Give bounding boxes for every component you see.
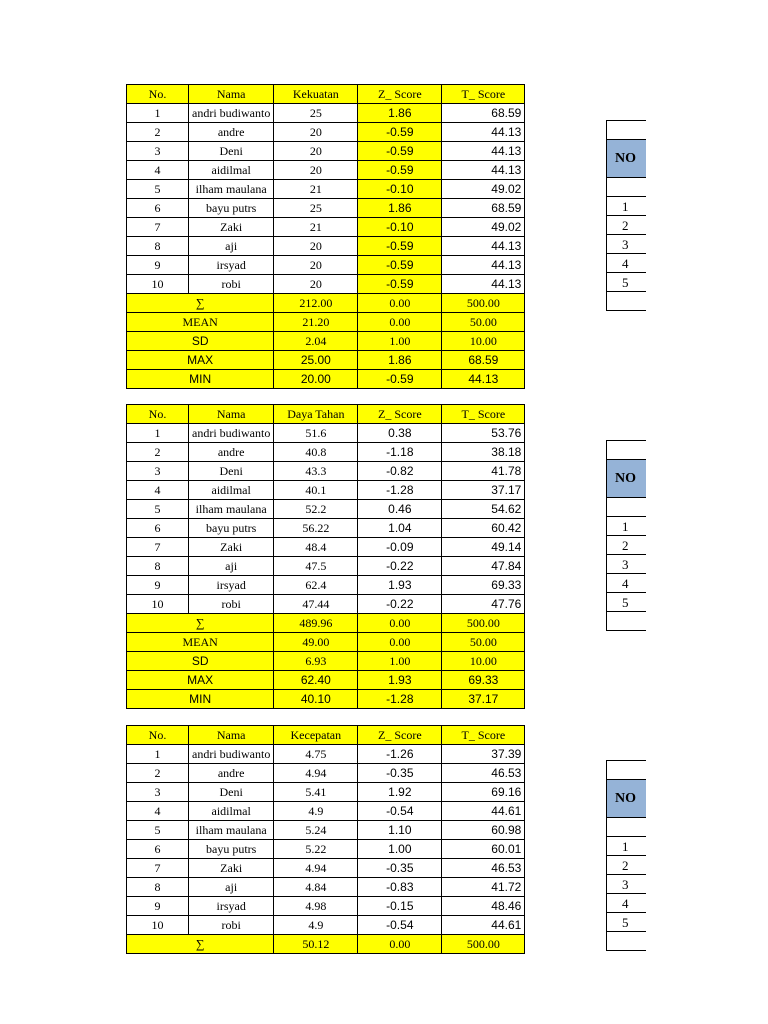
cell[interactable]: 52.2	[274, 500, 358, 519]
cell[interactable]: -0.59	[358, 275, 442, 294]
cell[interactable]: ilham maulana	[189, 500, 274, 519]
summary-row-sum	[127, 935, 525, 954]
cell[interactable]: -0.10	[358, 218, 442, 237]
cell[interactable]: bayu putrs	[189, 840, 274, 859]
cell[interactable]: 20	[274, 123, 358, 142]
cell[interactable]: 0.46	[358, 500, 442, 519]
cell[interactable]: 5.41	[274, 783, 358, 802]
cell[interactable]: 44.13	[442, 370, 525, 389]
cell[interactable]: 60.98	[442, 821, 525, 840]
cell[interactable]: 5.24	[274, 821, 358, 840]
cell[interactable]: Deni	[189, 142, 274, 161]
cell[interactable]: 50.12	[274, 935, 358, 954]
side-item[interactable]: 2	[607, 216, 647, 235]
cell[interactable]: 44.13	[442, 142, 525, 161]
summary-label[interactable]: MIN	[127, 690, 274, 709]
cell[interactable]: 10	[127, 916, 189, 935]
cell[interactable]: 2	[127, 764, 189, 783]
cell[interactable]: 37.17	[442, 690, 525, 709]
cell[interactable]: robi	[189, 916, 274, 935]
cell[interactable]: 21.20	[274, 313, 358, 332]
cell[interactable]: 2.04	[274, 332, 358, 351]
cell[interactable]: 48.46	[442, 897, 525, 916]
cell[interactable]: 60.01	[442, 840, 525, 859]
side-empty-cell[interactable]	[607, 612, 647, 631]
header-row	[127, 405, 525, 424]
col-header-z-score[interactable]: Z_ Score	[358, 405, 442, 424]
cell[interactable]: 20.00	[274, 370, 358, 389]
cell[interactable]: 3	[127, 462, 189, 481]
cell[interactable]: 51.6	[274, 424, 358, 443]
cell[interactable]: 49.00	[274, 633, 358, 652]
cell[interactable]: 62.40	[274, 671, 358, 690]
cell[interactable]: ilham maulana	[189, 180, 274, 199]
summary-label[interactable]: ∑	[127, 614, 274, 633]
cell[interactable]: andri budiwanto	[189, 424, 274, 443]
cell[interactable]: 62.4	[274, 576, 358, 595]
cell[interactable]: 46.53	[442, 859, 525, 878]
cell[interactable]: 37.39	[442, 745, 525, 764]
cell[interactable]: 40.1	[274, 481, 358, 500]
side-item[interactable]: 1	[607, 197, 647, 216]
table-row	[127, 180, 525, 199]
cell[interactable]: Zaki	[189, 218, 274, 237]
cell[interactable]: 50.00	[442, 633, 525, 652]
cell[interactable]: Deni	[189, 783, 274, 802]
cell[interactable]: 8	[127, 237, 189, 256]
cell[interactable]: 44.13	[442, 161, 525, 180]
table-row	[127, 256, 525, 275]
side-item[interactable]: 3	[607, 555, 647, 574]
table-row	[127, 161, 525, 180]
cell[interactable]: Zaki	[189, 859, 274, 878]
cell[interactable]: 4.9	[274, 916, 358, 935]
cell[interactable]: 0.00	[358, 633, 442, 652]
cell[interactable]: 44.61	[442, 802, 525, 821]
cell[interactable]: 20	[274, 237, 358, 256]
cell[interactable]: 5	[127, 180, 189, 199]
table-row	[127, 916, 525, 935]
cell[interactable]: 10.00	[442, 652, 525, 671]
summary-row-mean	[127, 633, 525, 652]
cell[interactable]: robi	[189, 275, 274, 294]
cell[interactable]: 10.00	[442, 332, 525, 351]
col-header-nama[interactable]: Nama	[189, 726, 274, 745]
cell[interactable]: andri budiwanto	[189, 104, 274, 123]
col-header-score[interactable]: Daya Tahan	[274, 405, 358, 424]
cell[interactable]: -0.59	[358, 370, 442, 389]
cell[interactable]: bayu putrs	[189, 519, 274, 538]
cell[interactable]: -0.35	[358, 859, 442, 878]
table-row	[127, 123, 525, 142]
cell[interactable]: aji	[189, 878, 274, 897]
cell[interactable]: -0.10	[358, 180, 442, 199]
side-panel-1	[606, 120, 646, 311]
cell[interactable]: irsyad	[189, 576, 274, 595]
cell[interactable]: 25	[274, 199, 358, 218]
cell[interactable]: 2	[127, 123, 189, 142]
cell[interactable]: 60.42	[442, 519, 525, 538]
cell[interactable]: andre	[189, 764, 274, 783]
summary-row-max	[127, 351, 525, 370]
cell[interactable]: -0.09	[358, 538, 442, 557]
cell[interactable]: 49.02	[442, 180, 525, 199]
cell[interactable]: aidilmal	[189, 481, 274, 500]
cell[interactable]: 7	[127, 218, 189, 237]
cell[interactable]: andre	[189, 123, 274, 142]
cell[interactable]: aidilmal	[189, 802, 274, 821]
cell[interactable]: 4	[127, 802, 189, 821]
cell[interactable]: -1.28	[358, 690, 442, 709]
cell[interactable]: 4	[127, 161, 189, 180]
side-item[interactable]: 2	[607, 856, 647, 875]
cell[interactable]: 54.62	[442, 500, 525, 519]
cell[interactable]: 5	[127, 821, 189, 840]
col-header-nama[interactable]: Nama	[189, 85, 274, 104]
cell[interactable]: ilham maulana	[189, 821, 274, 840]
cell[interactable]: 47.5	[274, 557, 358, 576]
cell[interactable]: -0.59	[358, 123, 442, 142]
side-empty-cell[interactable]	[607, 292, 647, 311]
side-empty-cell[interactable]	[607, 121, 647, 140]
side-header-no[interactable]: NO	[607, 460, 647, 498]
side-item[interactable]: 1	[607, 837, 647, 856]
col-header-score[interactable]: Kecepatan	[274, 726, 358, 745]
table-row	[127, 443, 525, 462]
cell[interactable]: 20	[274, 142, 358, 161]
cell[interactable]: aji	[189, 237, 274, 256]
col-header-no[interactable]: No.	[127, 85, 189, 104]
cell[interactable]: 53.76	[442, 424, 525, 443]
cell[interactable]: -1.28	[358, 481, 442, 500]
cell[interactable]: 44.13	[442, 237, 525, 256]
table-row	[127, 821, 525, 840]
summary-label[interactable]: ∑	[127, 935, 274, 954]
cell[interactable]: 1.04	[358, 519, 442, 538]
cell[interactable]: -0.54	[358, 802, 442, 821]
table-row	[127, 859, 525, 878]
summary-label[interactable]: SD	[127, 332, 274, 351]
summary-label[interactable]: ∑	[127, 294, 274, 313]
cell[interactable]: 8	[127, 878, 189, 897]
cell[interactable]: 1.93	[358, 576, 442, 595]
cell[interactable]: 5	[127, 500, 189, 519]
cell[interactable]: 1	[127, 424, 189, 443]
table-row	[127, 595, 525, 614]
cell[interactable]: 47.76	[442, 595, 525, 614]
col-header-no[interactable]: No.	[127, 405, 189, 424]
cell[interactable]: 0.00	[358, 294, 442, 313]
cell[interactable]: 43.3	[274, 462, 358, 481]
cell[interactable]: 9	[127, 897, 189, 916]
cell[interactable]: 20	[274, 275, 358, 294]
cell[interactable]: -1.26	[358, 745, 442, 764]
cell[interactable]: -0.15	[358, 897, 442, 916]
cell[interactable]: aji	[189, 557, 274, 576]
cell[interactable]: 9	[127, 256, 189, 275]
cell[interactable]: 1.86	[358, 199, 442, 218]
cell[interactable]: 10	[127, 275, 189, 294]
cell[interactable]: 4.9	[274, 802, 358, 821]
summary-row-max	[127, 671, 525, 690]
cell[interactable]: 1.93	[358, 671, 442, 690]
side-item[interactable]: 4	[607, 254, 647, 273]
cell[interactable]: Deni	[189, 462, 274, 481]
cell[interactable]: 21	[274, 180, 358, 199]
summary-label[interactable]: MAX	[127, 671, 274, 690]
cell[interactable]: irsyad	[189, 256, 274, 275]
cell[interactable]: 4	[127, 481, 189, 500]
side-empty-cell[interactable]	[607, 818, 647, 837]
cell[interactable]: -0.83	[358, 878, 442, 897]
cell[interactable]: 2	[127, 443, 189, 462]
cell[interactable]: irsyad	[189, 897, 274, 916]
daya-tahan-table	[126, 404, 525, 709]
cell[interactable]: 38.18	[442, 443, 525, 462]
cell[interactable]: 500.00	[442, 294, 525, 313]
cell[interactable]: 5.22	[274, 840, 358, 859]
cell[interactable]: 25	[274, 104, 358, 123]
table-row	[127, 840, 525, 859]
cell[interactable]: 489.96	[274, 614, 358, 633]
summary-row-sum	[127, 294, 525, 313]
cell[interactable]: 49.02	[442, 218, 525, 237]
cell[interactable]: 0.00	[358, 935, 442, 954]
cell[interactable]: 44.13	[442, 275, 525, 294]
cell[interactable]: -0.59	[358, 161, 442, 180]
header-row	[127, 85, 525, 104]
col-header-t-score[interactable]: T_ Score	[442, 405, 525, 424]
table-row	[127, 481, 525, 500]
cell[interactable]: 0.00	[358, 313, 442, 332]
table-row	[127, 237, 525, 256]
side-panel-3	[606, 760, 646, 951]
summary-label[interactable]: MAX	[127, 351, 274, 370]
cell[interactable]: -0.22	[358, 557, 442, 576]
col-header-t-score[interactable]: T_ Score	[442, 85, 525, 104]
kekuatan-table	[126, 84, 525, 389]
side-item[interactable]: 4	[607, 574, 647, 593]
cell[interactable]: 7	[127, 859, 189, 878]
side-item[interactable]: 5	[607, 913, 647, 932]
summary-row-mean	[127, 313, 525, 332]
cell[interactable]: andri budiwanto	[189, 745, 274, 764]
cell[interactable]: 68.59	[442, 351, 525, 370]
cell[interactable]: 1	[127, 745, 189, 764]
col-header-nama[interactable]: Nama	[189, 405, 274, 424]
side-item[interactable]: 3	[607, 875, 647, 894]
summary-label[interactable]: SD	[127, 652, 274, 671]
cell[interactable]: 47.84	[442, 557, 525, 576]
cell[interactable]: bayu putrs	[189, 199, 274, 218]
cell[interactable]: 20	[274, 161, 358, 180]
cell[interactable]: 41.72	[442, 878, 525, 897]
cell[interactable]: 1.92	[358, 783, 442, 802]
col-header-t-score[interactable]: T_ Score	[442, 726, 525, 745]
table-row	[127, 500, 525, 519]
cell[interactable]: 212.00	[274, 294, 358, 313]
cell[interactable]: 0.00	[358, 614, 442, 633]
table-row	[127, 199, 525, 218]
cell[interactable]: 69.33	[442, 576, 525, 595]
col-header-z-score[interactable]: Z_ Score	[358, 726, 442, 745]
side-panel-2	[606, 440, 646, 631]
table-row	[127, 897, 525, 916]
side-empty-cell[interactable]	[607, 932, 647, 951]
cell[interactable]: 1	[127, 104, 189, 123]
cell[interactable]: 25.00	[274, 351, 358, 370]
table-row	[127, 745, 525, 764]
table-row	[127, 142, 525, 161]
side-empty-cell[interactable]	[607, 498, 647, 517]
cell[interactable]: -0.35	[358, 764, 442, 783]
cell[interactable]: 6	[127, 199, 189, 218]
cell[interactable]: 68.59	[442, 104, 525, 123]
side-item[interactable]: 5	[607, 593, 647, 612]
cell[interactable]: Zaki	[189, 538, 274, 557]
cell[interactable]: 4.84	[274, 878, 358, 897]
summary-row-sd	[127, 652, 525, 671]
cell[interactable]: 46.53	[442, 764, 525, 783]
table-row	[127, 519, 525, 538]
cell[interactable]: -0.59	[358, 237, 442, 256]
summary-row-min	[127, 690, 525, 709]
side-empty-cell[interactable]	[607, 441, 647, 460]
table-row	[127, 538, 525, 557]
cell[interactable]: 44.13	[442, 123, 525, 142]
table-row	[127, 764, 525, 783]
cell[interactable]: 6	[127, 519, 189, 538]
summary-label[interactable]: MEAN	[127, 633, 274, 652]
side-item[interactable]: 4	[607, 894, 647, 913]
cell[interactable]: 41.78	[442, 462, 525, 481]
side-item[interactable]: 2	[607, 536, 647, 555]
cell[interactable]: 1.00	[358, 332, 442, 351]
col-header-score[interactable]: Kekuatan	[274, 85, 358, 104]
table-row	[127, 218, 525, 237]
cell[interactable]: 6.93	[274, 652, 358, 671]
cell[interactable]: 500.00	[442, 614, 525, 633]
table-row	[127, 462, 525, 481]
cell[interactable]: 48.4	[274, 538, 358, 557]
side-header-no[interactable]: NO	[607, 140, 647, 178]
summary-row-sum	[127, 614, 525, 633]
cell[interactable]: 4.94	[274, 764, 358, 783]
cell[interactable]: 69.33	[442, 671, 525, 690]
cell[interactable]: 500.00	[442, 935, 525, 954]
cell[interactable]: -0.22	[358, 595, 442, 614]
table-row	[127, 576, 525, 595]
side-empty-cell[interactable]	[607, 178, 647, 197]
cell[interactable]: 40.10	[274, 690, 358, 709]
cell[interactable]: -1.18	[358, 443, 442, 462]
cell[interactable]: 8	[127, 557, 189, 576]
cell[interactable]: 49.14	[442, 538, 525, 557]
side-header-no[interactable]: NO	[607, 780, 647, 818]
cell[interactable]: 10	[127, 595, 189, 614]
summary-label[interactable]: MEAN	[127, 313, 274, 332]
cell[interactable]: 37.17	[442, 481, 525, 500]
cell[interactable]: 9	[127, 576, 189, 595]
cell[interactable]: 21	[274, 218, 358, 237]
kecepatan-table	[126, 725, 525, 954]
cell[interactable]: 47.44	[274, 595, 358, 614]
cell[interactable]: 56.22	[274, 519, 358, 538]
cell[interactable]: -0.54	[358, 916, 442, 935]
cell[interactable]: andre	[189, 443, 274, 462]
cell[interactable]: -0.59	[358, 256, 442, 275]
cell[interactable]: 7	[127, 538, 189, 557]
table-row	[127, 275, 525, 294]
cell[interactable]: 4.75	[274, 745, 358, 764]
cell[interactable]: robi	[189, 595, 274, 614]
col-header-z-score[interactable]: Z_ Score	[358, 85, 442, 104]
cell[interactable]: -0.82	[358, 462, 442, 481]
side-item[interactable]: 1	[607, 517, 647, 536]
cell[interactable]: 4.98	[274, 897, 358, 916]
summary-row-sd	[127, 332, 525, 351]
table-row	[127, 104, 525, 123]
cell[interactable]: 0.38	[358, 424, 442, 443]
side-item[interactable]: 5	[607, 273, 647, 292]
cell[interactable]: 44.13	[442, 256, 525, 275]
cell[interactable]: aidilmal	[189, 161, 274, 180]
cell[interactable]: 40.8	[274, 443, 358, 462]
cell[interactable]: 4.94	[274, 859, 358, 878]
side-empty-cell[interactable]	[607, 761, 647, 780]
summary-row-min	[127, 370, 525, 389]
cell[interactable]: 1.10	[358, 821, 442, 840]
cell[interactable]: 20	[274, 256, 358, 275]
table-row	[127, 557, 525, 576]
table-row	[127, 424, 525, 443]
cell[interactable]: 69.16	[442, 783, 525, 802]
cell[interactable]: 1.00	[358, 840, 442, 859]
table-row	[127, 802, 525, 821]
cell[interactable]: 3	[127, 783, 189, 802]
cell[interactable]: 50.00	[442, 313, 525, 332]
summary-label[interactable]: MIN	[127, 370, 274, 389]
cell[interactable]: 1.00	[358, 652, 442, 671]
cell[interactable]: 68.59	[442, 199, 525, 218]
table-row	[127, 878, 525, 897]
cell[interactable]: 6	[127, 840, 189, 859]
cell[interactable]: 1.86	[358, 104, 442, 123]
table-row	[127, 783, 525, 802]
header-row	[127, 726, 525, 745]
col-header-no[interactable]: No.	[127, 726, 189, 745]
cell[interactable]: -0.59	[358, 142, 442, 161]
side-item[interactable]: 3	[607, 235, 647, 254]
cell[interactable]: 3	[127, 142, 189, 161]
cell[interactable]: 44.61	[442, 916, 525, 935]
cell[interactable]: 1.86	[358, 351, 442, 370]
